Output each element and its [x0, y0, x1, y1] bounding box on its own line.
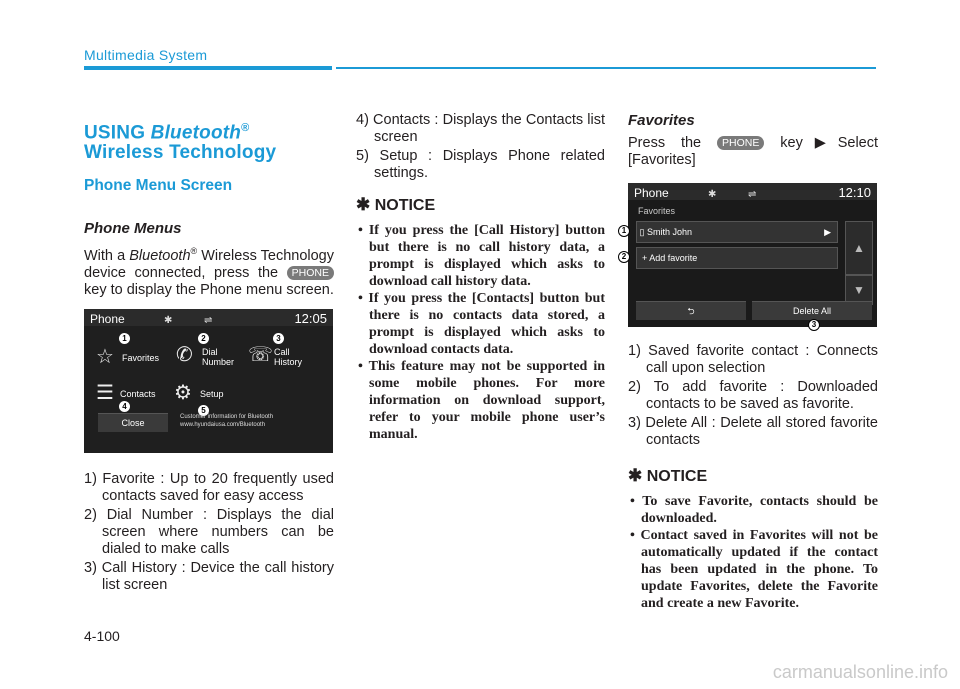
- favorites-screenshot: [621, 183, 877, 329]
- notice-item: • If you press the [Contacts] button but there is no contacts data stored, a prompt is displayed which asks to download contacts data.: [358, 291, 605, 357]
- handset-icon: ✆: [176, 344, 193, 367]
- back-icon: ⮌: [636, 301, 746, 320]
- list-item: 3) Call History : Device the call history list screen: [84, 560, 334, 594]
- list-item: 3) Delete All : Delete all stored favorite contacts: [628, 415, 878, 448]
- callout-5: 5: [198, 405, 209, 416]
- favorite-row: ▯ Smith John ▶: [636, 221, 838, 243]
- column-1: [84, 112, 334, 596]
- page-number: 4-100: [84, 628, 120, 644]
- setup-label: Setup: [200, 389, 224, 400]
- usb-icon: ⇌: [748, 189, 757, 200]
- notice-star-icon: ✱: [356, 195, 371, 214]
- list-item: 5) Setup : Displays Phone related settings.: [356, 148, 605, 181]
- screen-clock: 12:10: [838, 185, 871, 200]
- favorites-label: Favorites: [122, 353, 160, 364]
- header-rule-thin: [336, 67, 876, 69]
- section-heading: USING Bluetooth® Wireless Technology: [84, 122, 277, 164]
- notice-star-icon: ✱: [628, 466, 643, 485]
- subheading: Phone Menu Screen: [84, 177, 233, 195]
- screen-subtitle: Favorites: [638, 206, 676, 216]
- phone-device-icon: ▯: [637, 227, 647, 237]
- gear-icon: ⚙: [174, 382, 192, 405]
- notice-heading: ✱ NOTICE: [628, 466, 708, 485]
- phone-key-badge: PHONE: [717, 136, 764, 150]
- arrow-right-icon: ▶: [802, 135, 838, 151]
- section-title: Multimedia System: [84, 47, 208, 63]
- notice-list: [628, 493, 878, 612]
- scroll-up-icon: ▲: [845, 221, 873, 275]
- callout-3: 3: [273, 333, 284, 344]
- usb-icon: ⇌: [204, 315, 213, 327]
- list-item: 2) To add favorite : Downloaded contacts to be saved as favorite.: [628, 379, 878, 412]
- header-rule-bold: [84, 66, 332, 70]
- notice-item: • If you press the [Call History] button but there is no call history data, a prompt is displayed which asks to download call history data.: [358, 223, 605, 289]
- phone-key-badge: PHONE: [287, 266, 334, 280]
- list-item: 4) Contacts : Displays the Contacts list screen: [356, 112, 605, 145]
- bluetooth-icon: ✱: [708, 189, 717, 200]
- notice-item: • To save Favorite, contacts should be downloaded.: [630, 494, 878, 526]
- screen-clock: 12:05: [294, 311, 327, 327]
- callout-1: 1: [119, 333, 130, 344]
- subsection-title: Phone Menus: [84, 220, 182, 238]
- subsection-title: Favorites: [628, 112, 695, 129]
- contacts-label: Contacts: [120, 389, 156, 400]
- notice-heading: ✱ NOTICE: [356, 195, 436, 214]
- phone-menu-list-a: [84, 471, 334, 594]
- notice-item: • This feature may not be supported in some mobile phones. For more information on download support, refer to your mobile phone user’s manual.: [358, 359, 605, 442]
- column-3: [621, 112, 879, 612]
- bluetooth-icon: ✱: [164, 315, 173, 327]
- dial-label-line1: Dial: [202, 347, 218, 358]
- star-icon: ☆: [96, 346, 114, 369]
- screen-title: Phone: [90, 312, 125, 327]
- list-item: 1) Favorite : Up to 20 frequently used contacts saved for easy access: [84, 471, 334, 505]
- call-label-line1: Call: [274, 347, 290, 358]
- list-item: 2) Dial Number : Displays the dial screen where numbers can be dialed to make calls: [84, 507, 334, 558]
- add-favorite-row: + Add favorite: [636, 247, 838, 269]
- callout-2: 2: [618, 251, 630, 263]
- callout-4: 4: [119, 401, 130, 412]
- favorites-intro: Press the PHONE key▶Select [Favorites]: [628, 135, 879, 168]
- dial-label-line2: Number: [202, 357, 235, 368]
- play-icon: ▶: [824, 227, 831, 237]
- notice-list: [356, 222, 605, 443]
- column-2: [356, 112, 605, 443]
- list-item: 1) Saved favorite contact : Connects call upon selection: [628, 343, 878, 376]
- callout-1: 1: [618, 225, 630, 237]
- phone-menu-list-b: [356, 112, 605, 182]
- watermark: carmanualsonline.info: [772, 662, 948, 682]
- intro-paragraph: With a Bluetooth® Wireless Technology device connected, press the PHONE key to display the Phone menu screen.: [84, 246, 334, 299]
- customer-info: Customer information for Bluetooth www.hyundaiusa.com/Bluetooth: [180, 414, 274, 429]
- screen-title: Phone: [634, 186, 669, 200]
- notice-item: • Contact saved in Favorites will not be automatically updated if the contact has been updated in the phone. To update Favorites, delete the Favorite and create a new Favorite.: [630, 528, 878, 611]
- scroll-down-icon: ▼: [845, 275, 873, 305]
- call-history-icon: ☏: [248, 344, 274, 367]
- contacts-icon: ☰: [96, 382, 114, 405]
- favorites-list: [628, 343, 878, 449]
- call-label-line2: History: [274, 357, 303, 368]
- delete-all-button: Delete All: [752, 301, 872, 320]
- callout-2: 2: [198, 333, 209, 344]
- callout-3: 3: [808, 319, 820, 331]
- close-button: Close: [98, 413, 168, 432]
- phone-menu-screenshot: [84, 309, 333, 453]
